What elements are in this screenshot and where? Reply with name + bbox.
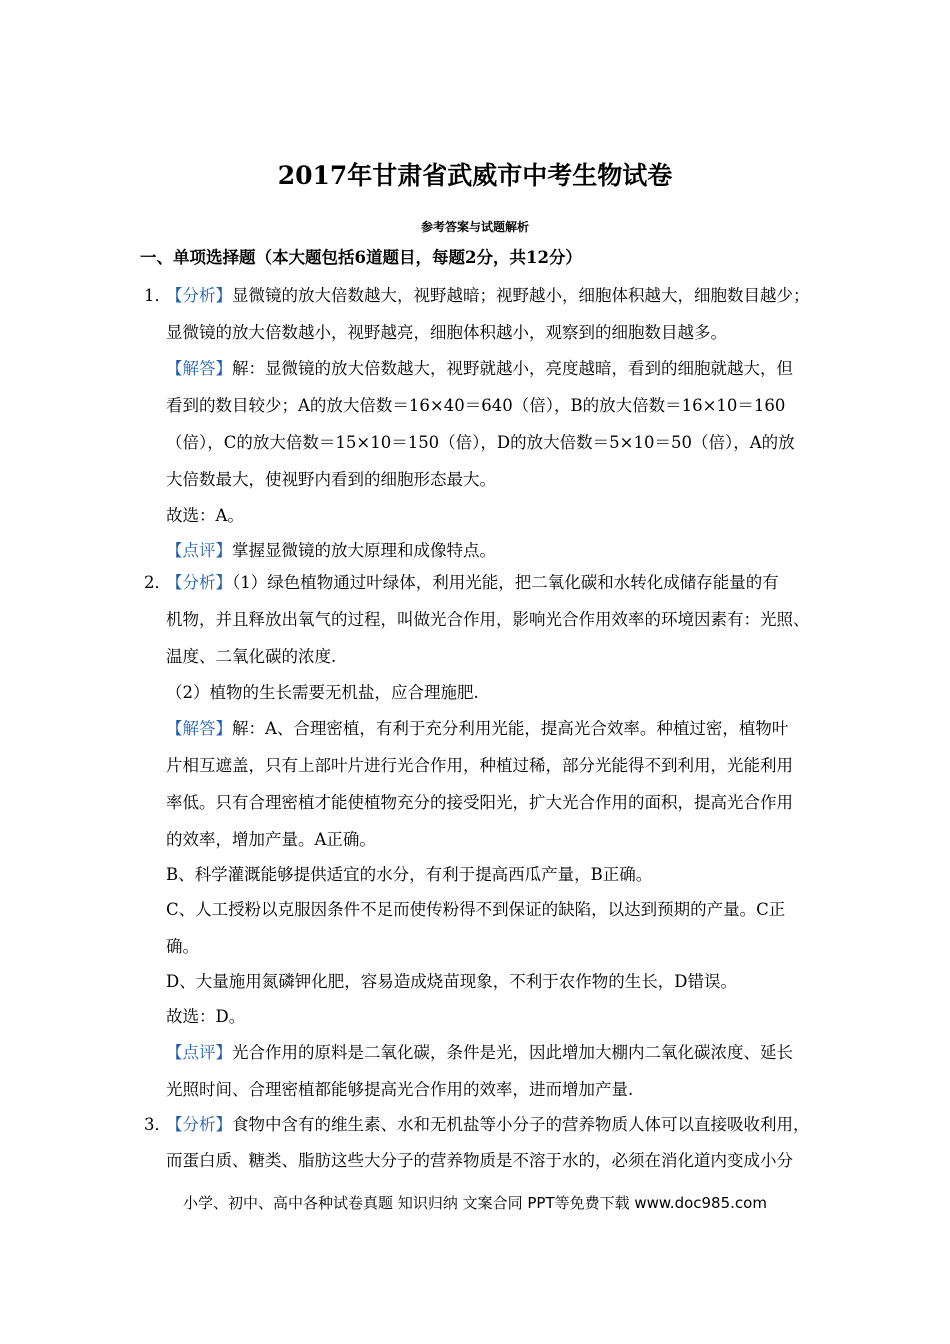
q1-answer-line: 【解答】解：显微镜的放大倍数越大，视野就越小，亮度越暗，看到的细胞就越大，但	[166, 359, 793, 378]
q1-answer-line: 看到的数目较少；A的放大倍数＝16×40＝640（倍），B的放大倍数＝16×10＝160	[166, 396, 786, 415]
q2-answer-line: C、人工授粉以克服因条件不足而使传粉得不到保证的缺陷，以达到预期的产量。C正	[166, 900, 786, 919]
answer-tag: 【解答】	[166, 359, 232, 378]
q2-choice: 故选：D。	[166, 1007, 246, 1026]
page-footer: 小学、初中、高中各种试卷真题 知识归纳 文案合同 PPT等免费下载 www.doc985.com	[183, 1194, 767, 1212]
q2-analysis-line: 机物，并且释放出氧气的过程，叫做光合作用，影响光合作用效率的环境因素有：光照、	[166, 610, 810, 629]
q1-analysis-line: 显微镜的放大倍数越小，视野越亮，细胞体积越小，观察到的细胞数目越多。	[166, 323, 727, 342]
q2-comment-line: 光照时间、合理密植都能够提高光合作用的效率，进而增加产量.	[166, 1080, 634, 1099]
q1-answer-line: （倍），C的放大倍数＝15×10＝150（倍），D的放大倍数＝5×10＝50（倍），A的放	[166, 433, 795, 452]
question-2-number: 2．	[144, 573, 171, 592]
q2-comment-line: 【点评】光合作用的原料是二氧化碳，条件是光，因此增加大棚内二氧化碳浓度、延长	[166, 1043, 793, 1062]
analysis-tag: 【分析】	[166, 286, 232, 305]
q2-answer-line: B、科学灌溉能够提供适宜的水分，有利于提高西瓜产量，B正确。	[166, 865, 653, 884]
section-heading: 一、单项选择题（本大题包括6道题目，每题2分，共12分）	[140, 248, 582, 267]
q2-analysis-line: 温度、二氧化碳的浓度.	[166, 647, 337, 666]
question-1-number: 1．	[144, 286, 171, 305]
answer-tag: 【解答】	[166, 719, 232, 738]
q2-analysis-line: 【分析】（1）绿色植物通过叶绿体，利用光能，把二氧化碳和水转化成储存能量的有	[166, 573, 779, 592]
analysis-tag: 【分析】	[166, 1115, 232, 1134]
q2-answer-line: D、大量施用氮磷钾化肥，容易造成烧苗现象，不利于农作物的生长，D错误。	[166, 972, 737, 991]
page-subtitle: 参考答案与试题解析	[420, 220, 529, 234]
comment-tag: 【点评】	[166, 541, 232, 560]
q1-answer-line: 大倍数最大，使视野内看到的细胞形态最大。	[166, 470, 496, 489]
analysis-tag: 【分析】	[166, 573, 232, 592]
q2-answer-line: 确。	[166, 937, 199, 956]
page-title: 2017年甘肃省武威市中考生物试卷	[277, 161, 673, 190]
q2-answer-line: 【解答】解：A、合理密植，有利于充分利用光能，提高光合效率。种植过密，植物叶	[166, 719, 789, 738]
q2-analysis-line: （2）植物的生长需要无机盐，应合理施肥.	[166, 683, 479, 702]
q3-analysis-line: 【分析】食物中含有的维生素、水和无机盐等小分子的营养物质人体可以直接吸收利用，	[166, 1115, 810, 1134]
question-3-number: 3．	[144, 1115, 171, 1134]
q2-answer-line: 片相互遮盖，只有上部叶片进行光合作用，种植过稀，部分光能得不到利用，光能利用	[166, 756, 793, 775]
q2-answer-line: 的效率，增加产量。A正确。	[166, 830, 376, 849]
q3-analysis-line: 而蛋白质、糖类、脂肪这些大分子的营养物质是不溶于水的，必须在消化道内变成小分	[166, 1151, 793, 1170]
q1-comment-line: 【点评】掌握显微镜的放大原理和成像特点。	[166, 541, 496, 560]
comment-tag: 【点评】	[166, 1043, 232, 1062]
q1-analysis-line: 【分析】显微镜的放大倍数越大，视野越暗；视野越小，细胞体积越大，细胞数目越少；	[166, 286, 810, 305]
q1-choice: 故选：A。	[166, 506, 244, 525]
q2-answer-line: 率低。只有合理密植才能使植物充分的接受阳光，扩大光合作用的面积，提高光合作用	[166, 793, 793, 812]
